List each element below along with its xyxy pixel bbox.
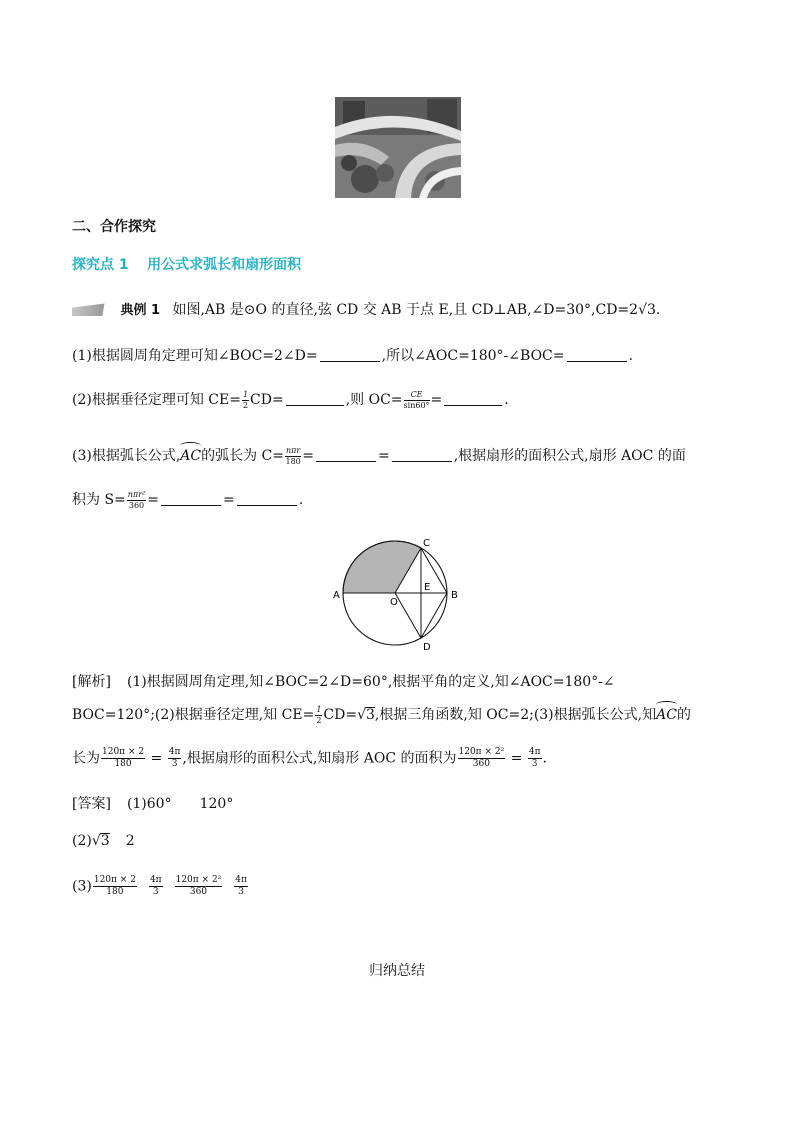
q3-text-g: =: [147, 492, 159, 508]
answer-1b: 120°: [199, 796, 234, 812]
q2-text-d: =: [430, 392, 443, 408]
frac-num: 4π: [168, 747, 181, 757]
shaded-sector: [343, 541, 421, 593]
example-line: [72, 300, 660, 321]
label-e: E: [424, 582, 431, 593]
fraction-sector-area: [127, 491, 146, 510]
sqrt-3: 3: [100, 833, 110, 849]
label-o: O: [390, 597, 398, 608]
circle-diagram-svg: [330, 532, 470, 652]
analysis-text-2c: ,根据三角函数,知 OC=2;(3)根据弧长公式,知: [374, 707, 657, 723]
road-interchange-photo-icon: [335, 97, 461, 198]
answer-2a: (2): [72, 833, 92, 849]
fraction-half: [242, 391, 249, 410]
example-tag-decoration-icon: [72, 302, 116, 316]
q3-blank-3[interactable]: [161, 491, 221, 506]
frac-num: 120π × 2: [93, 875, 136, 885]
frac-num: CE: [404, 391, 430, 401]
fraction-ce-sin60: [404, 391, 430, 410]
q2-text-a: (2)根据垂径定理可知 CE=: [72, 392, 241, 408]
label-c: C: [423, 538, 430, 549]
question-3-line-1: [72, 446, 686, 466]
q2-text-e: .: [504, 392, 509, 408]
label-a: A: [333, 590, 340, 601]
photo: [335, 97, 461, 198]
analysis-text-3c: .: [542, 750, 547, 767]
fraction-half: [315, 706, 322, 725]
answer-line-3: [72, 876, 249, 897]
q1-blank-2[interactable]: [567, 347, 627, 362]
example-text: 如图,AB 是⊙O 的直径,弦 CD 交 AB 于点 E,且 CD⊥AB,∠D=30°,CD=2√3.: [172, 302, 661, 318]
sqrt-sign: √: [91, 833, 101, 849]
answer-2b: 2: [125, 833, 135, 849]
frac-den: 360: [189, 887, 208, 897]
frac-den: 2: [242, 400, 249, 410]
question-1: [72, 346, 633, 366]
q1-text-a: (1)根据圆周角定理可知∠BOC=2∠D=: [72, 348, 318, 364]
analysis-text-3b: ,根据扇形的面积公式,知扇形 AOC 的面积为: [182, 750, 457, 767]
frac-num: 4π: [235, 875, 247, 885]
q3-text-f: 积为 S=: [72, 492, 126, 508]
fraction-arc-value: [93, 876, 137, 897]
arc-ac: AC: [180, 448, 202, 464]
q3-text-h: =: [222, 492, 235, 508]
frac-den: 360: [128, 500, 145, 510]
frac-den: 3: [152, 887, 159, 897]
q3-blank-4[interactable]: [237, 491, 297, 506]
q3-text-a: (3)根据弧长公式,: [72, 448, 181, 464]
analysis-line-2: [72, 705, 691, 725]
analysis-text-2d: 的: [676, 707, 691, 723]
q3-text-b: 的弧长为 C=: [201, 448, 285, 464]
frac-num: 1: [242, 389, 249, 399]
question-2: [72, 390, 509, 410]
arc-ac: AC: [656, 707, 677, 723]
fraction-4pi-3: [234, 876, 248, 897]
frac-num: 120π × 2: [102, 747, 145, 757]
fraction-4pi-3: [168, 748, 182, 769]
frac-den: 180: [106, 887, 124, 897]
frac-den: sin60°: [403, 400, 430, 410]
analysis-text-3a: 长为: [72, 750, 100, 767]
q1-text-b: ,所以∠AOC=180°-∠BOC=: [381, 348, 565, 364]
section-title: 二、合作探究: [72, 219, 156, 235]
answer-line-2: [72, 831, 135, 851]
exploration-point-heading: [72, 254, 301, 274]
answer-3a: (3): [72, 878, 92, 895]
frac-den: 2: [316, 715, 322, 725]
sqrt-sign: √: [357, 707, 366, 723]
analysis-line-1: [72, 672, 615, 692]
label-b: B: [451, 590, 458, 601]
analysis-text-1: (1)根据圆周角定理,知∠BOC=2∠D=60°,根据平角的定义,知∠AOC=180°-∠: [126, 674, 615, 690]
q2-blank-1[interactable]: [286, 391, 344, 406]
analysis-line-3: 长为 $\frac{120\pi \times 2}{180}$ = $\frac{4\pi}{3}$ ,根据扇形的面积公式,知扇形 AOC 的面积为 $\frac{\text{120π × 2²}}{360}$ = $\frac{4\pi}{3}$ .: [72, 747, 547, 769]
fraction-4pi-3: [149, 876, 163, 897]
q3-text-i: .: [298, 492, 304, 508]
frac-den: 3: [238, 887, 244, 897]
line-db: [421, 593, 447, 638]
analysis-text-2a: BOC=120°;(2)根据垂径定理,知 CE=: [72, 707, 315, 723]
q1-text-c: .: [628, 348, 633, 364]
frac-num: nπr²: [127, 489, 146, 499]
frac-den: 180: [285, 456, 301, 466]
q3-text-d: =: [377, 448, 390, 464]
q1-blank-1[interactable]: [320, 347, 380, 362]
frac-num: nπr: [286, 445, 301, 455]
analysis-tag: [解析]: [72, 674, 111, 690]
frac-num: 120π × 2²: [175, 875, 222, 885]
frac-num: 4π: [149, 875, 162, 885]
frac-num: 4π: [528, 747, 541, 757]
q3-blank-2[interactable]: [392, 447, 452, 462]
fraction-arc-length: [285, 447, 301, 466]
q3-text-e: ,根据扇形的面积公式,扇形 AOC 的面: [453, 448, 686, 464]
frac-den: 360: [472, 759, 490, 769]
line-od: [395, 593, 421, 638]
frac-num: 120π × 2²: [458, 747, 505, 757]
frac-num: 1: [316, 704, 322, 714]
circle-diagram: [330, 532, 470, 652]
q3-text-c: =: [302, 448, 314, 464]
q2-text-c: ,则 OC=: [345, 392, 403, 408]
example-tag: 典例 1: [120, 303, 161, 318]
frac-den: 3: [531, 759, 538, 769]
label-d: D: [423, 642, 431, 652]
fraction-arc-value: [101, 748, 145, 769]
answer-tag: [答案]: [72, 796, 111, 812]
analysis-text-2b: CD=: [323, 707, 358, 723]
q2-text-b: CD=: [250, 392, 284, 408]
fraction-area-value: [458, 748, 506, 769]
point-label: 探究点 1: [72, 257, 129, 273]
fraction-4pi-3: [528, 748, 542, 769]
question-3-line-2: [72, 490, 303, 510]
summary-title: 归纳总结: [369, 963, 425, 979]
frac-den: 180: [114, 759, 132, 769]
q3-blank-1[interactable]: [316, 447, 376, 462]
point-title: 用公式求弧长和扇形面积: [147, 257, 302, 273]
answer-1a: (1)60°: [126, 796, 172, 812]
fraction-area-value: [175, 876, 223, 897]
frac-den: 3: [171, 759, 178, 769]
sqrt-3: 3: [366, 707, 375, 723]
answer-line-1: [72, 794, 233, 814]
q2-blank-2[interactable]: [444, 391, 502, 406]
